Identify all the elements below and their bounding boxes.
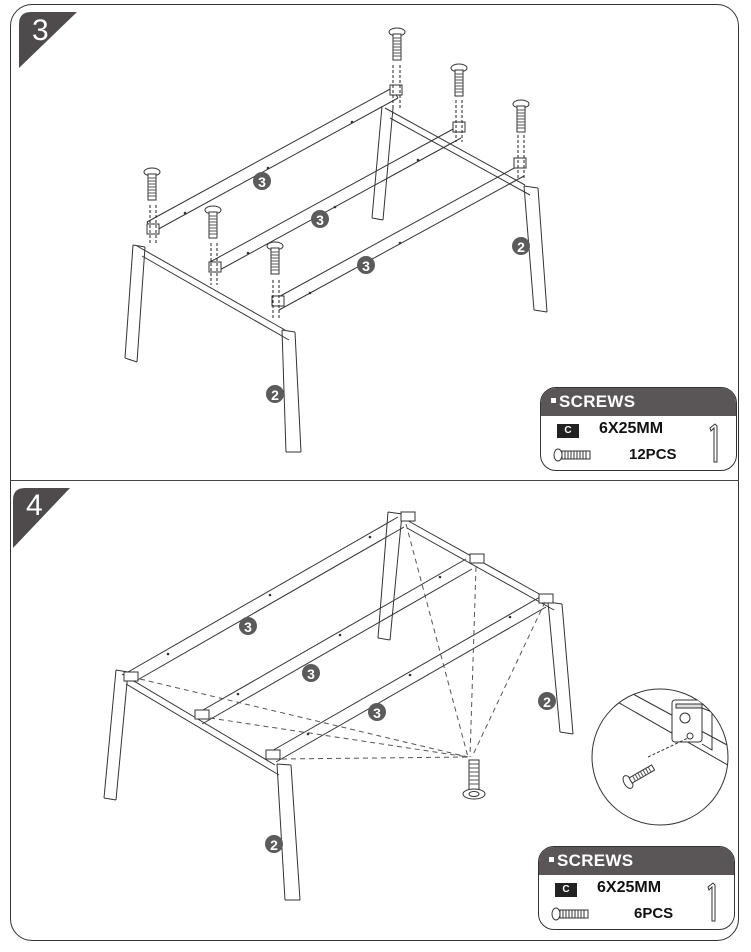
svg-text:3: 3 [244, 619, 252, 635]
screw-code-tag: C [557, 424, 579, 438]
screws-legend-header: SCREWS [539, 847, 734, 875]
step-number: 4 [26, 489, 43, 522]
screw-quantity: 6PCS [634, 905, 674, 922]
part-callout-3 [302, 664, 320, 682]
part-callout-3 [239, 617, 257, 635]
step-divider [10, 480, 739, 481]
part-callout-3 [253, 172, 271, 190]
screw-icon [463, 760, 485, 799]
part-callout-2 [265, 835, 283, 853]
part-callout-3 [357, 256, 375, 274]
screw-size: 6X25MM [597, 879, 662, 896]
svg-text:3: 3 [316, 212, 324, 228]
screw-size: 6X25MM [599, 420, 664, 437]
detail-magnifier [592, 687, 740, 825]
part-callout-3 [368, 703, 386, 721]
hex-key-icon [706, 881, 720, 923]
svg-text:3: 3 [362, 258, 370, 274]
svg-text:3: 3 [307, 666, 315, 682]
svg-text:3: 3 [373, 705, 381, 721]
svg-text:2: 2 [270, 837, 278, 853]
screw-icon [144, 28, 529, 274]
screw-code-tag: C [555, 883, 577, 897]
part-callout-3 [311, 210, 329, 228]
step-4-screws-legend [538, 846, 735, 930]
step-3-screws-legend [540, 387, 737, 471]
screw-icon [553, 448, 593, 462]
screw-icon [551, 907, 591, 921]
step-number: 3 [32, 14, 49, 47]
svg-text:2: 2 [543, 694, 551, 710]
svg-text:3: 3 [258, 174, 266, 190]
part-callout-2 [538, 692, 556, 710]
part-callout-2 [266, 385, 284, 403]
svg-text:2: 2 [271, 387, 279, 403]
svg-text:2: 2 [517, 239, 525, 255]
part-callout-2 [512, 237, 530, 255]
screws-legend-header: SCREWS [541, 388, 736, 416]
screw-quantity: 12PCS [629, 446, 677, 463]
hex-key-icon [708, 422, 722, 464]
